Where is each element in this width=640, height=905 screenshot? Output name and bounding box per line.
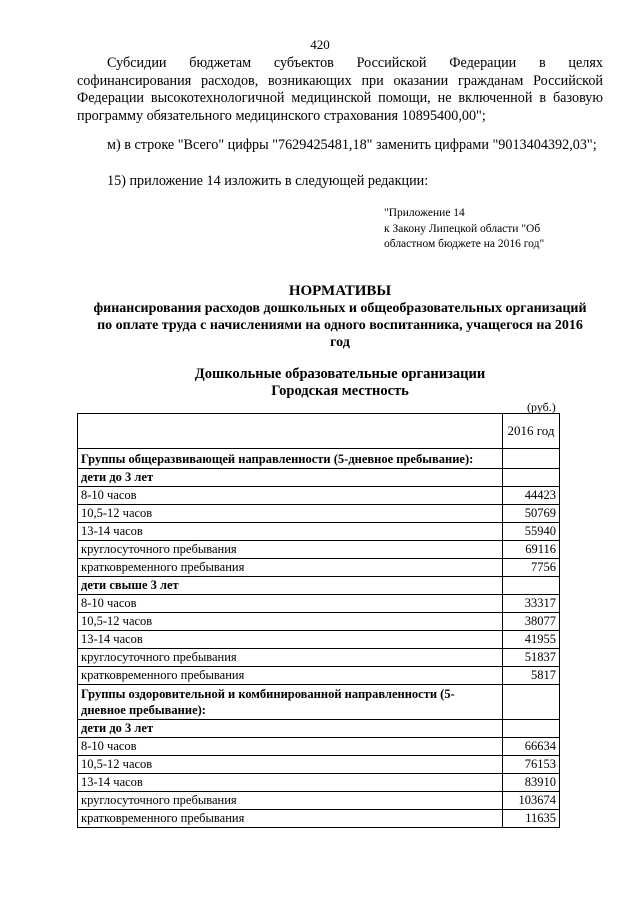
row-value: 41955: [503, 631, 560, 649]
section-heading-line-1: Дошкольные образовательные организации: [194, 366, 486, 382]
row-value: [503, 685, 560, 720]
table-row: [78, 449, 560, 469]
table-row: [78, 810, 560, 828]
row-value: 66634: [503, 738, 560, 756]
row-label: 13-14 часов: [78, 631, 503, 649]
row-value: 83910: [503, 774, 560, 792]
row-label: 13-14 часов: [78, 774, 503, 792]
row-value: 55940: [503, 523, 560, 541]
table-row: [78, 523, 560, 541]
table-row: [78, 613, 560, 631]
row-value: 50769: [503, 505, 560, 523]
document-title: [70, 283, 610, 351]
row-label: Группы оздоровительной и комбинированной направленности (5-дневное пребывание):: [78, 685, 503, 720]
appendix-reference: [384, 206, 544, 253]
unit-label: (руб.): [527, 400, 556, 414]
row-value: 76153: [503, 756, 560, 774]
table-row: [78, 774, 560, 792]
table-row: [78, 792, 560, 810]
row-label: 10,5-12 часов: [78, 613, 503, 631]
row-label: 8-10 часов: [78, 487, 503, 505]
table-row: [78, 541, 560, 559]
row-label: кратковременного пребывания: [78, 559, 503, 577]
title-subtitle: финансирования расходов дошкольных и общеобразовательных организаций по оплате труда с начислениями на одного воспитанника, учащегося на 2016 год: [93, 301, 587, 350]
norms-table: [77, 413, 560, 828]
table-row: [78, 756, 560, 774]
paragraph-subsidies: Субсидии бюджетам субъектов Российской Федерации в целях софинансирования расходов, возникающих при оказании гражданам Российской Федерации высокотехнологичной медицинской помощи, не включенной в базовую программу обязательного медицинского страхования 10895400,00";: [77, 55, 603, 125]
row-label: Группы общеразвивающей направленности (5-дневное пребывание):: [78, 449, 503, 469]
row-label: 10,5-12 часов: [78, 505, 503, 523]
row-value: [503, 577, 560, 595]
table-row: [78, 685, 560, 720]
row-label: круглосуточного пребывания: [78, 541, 503, 559]
table-row: [78, 738, 560, 756]
header-empty-cell: [78, 414, 503, 449]
row-label: кратковременного пребывания: [78, 810, 503, 828]
table-row: [78, 505, 560, 523]
table-row: [78, 667, 560, 685]
row-value: 7756: [503, 559, 560, 577]
table-row: [78, 649, 560, 667]
appendix-line-3: областном бюджете на 2016 год": [384, 238, 545, 250]
row-value: [503, 449, 560, 469]
table-row: [78, 487, 560, 505]
table-row: [78, 469, 560, 487]
row-label: 8-10 часов: [78, 738, 503, 756]
title-main: НОРМАТИВЫ: [288, 283, 392, 299]
row-label: дети свыше 3 лет: [78, 577, 503, 595]
table-header-row: [78, 414, 560, 449]
table-row: [78, 720, 560, 738]
row-label: дети до 3 лет: [78, 720, 503, 738]
appendix-line-2: к Закону Липецкой области "Об: [384, 222, 541, 235]
paragraph-replace-total: м) в строке "Всего" цифры "7629425481,18" заменить цифрами "9013404392,03";: [107, 137, 597, 153]
paragraph-appendix-14: 15) приложение 14 изложить в следующей редакции:: [107, 173, 429, 189]
row-value: 51837: [503, 649, 560, 667]
row-label: 13-14 часов: [78, 523, 503, 541]
table-row: [78, 631, 560, 649]
row-label: круглосуточного пребывания: [78, 792, 503, 810]
table-row: [78, 559, 560, 577]
row-label: кратковременного пребывания: [78, 667, 503, 685]
row-label: круглосуточного пребывания: [78, 649, 503, 667]
row-value: 11635: [503, 810, 560, 828]
table-row: [78, 595, 560, 613]
table-row: [78, 577, 560, 595]
row-value: 103674: [503, 792, 560, 810]
row-value: 69116: [503, 541, 560, 559]
row-value: 44423: [503, 487, 560, 505]
row-value: 5817: [503, 667, 560, 685]
row-label: дети до 3 лет: [78, 469, 503, 487]
row-label: 8-10 часов: [78, 595, 503, 613]
section-heading: [70, 366, 610, 400]
row-value: [503, 469, 560, 487]
section-heading-line-2: Городская местность: [271, 383, 409, 399]
row-value: [503, 720, 560, 738]
row-label: 10,5-12 часов: [78, 756, 503, 774]
appendix-line-1: "Приложение 14: [384, 207, 465, 219]
row-value: 38077: [503, 613, 560, 631]
row-value: 33317: [503, 595, 560, 613]
header-year-cell: 2016 год: [503, 414, 560, 449]
page-number: 420: [310, 37, 330, 52]
